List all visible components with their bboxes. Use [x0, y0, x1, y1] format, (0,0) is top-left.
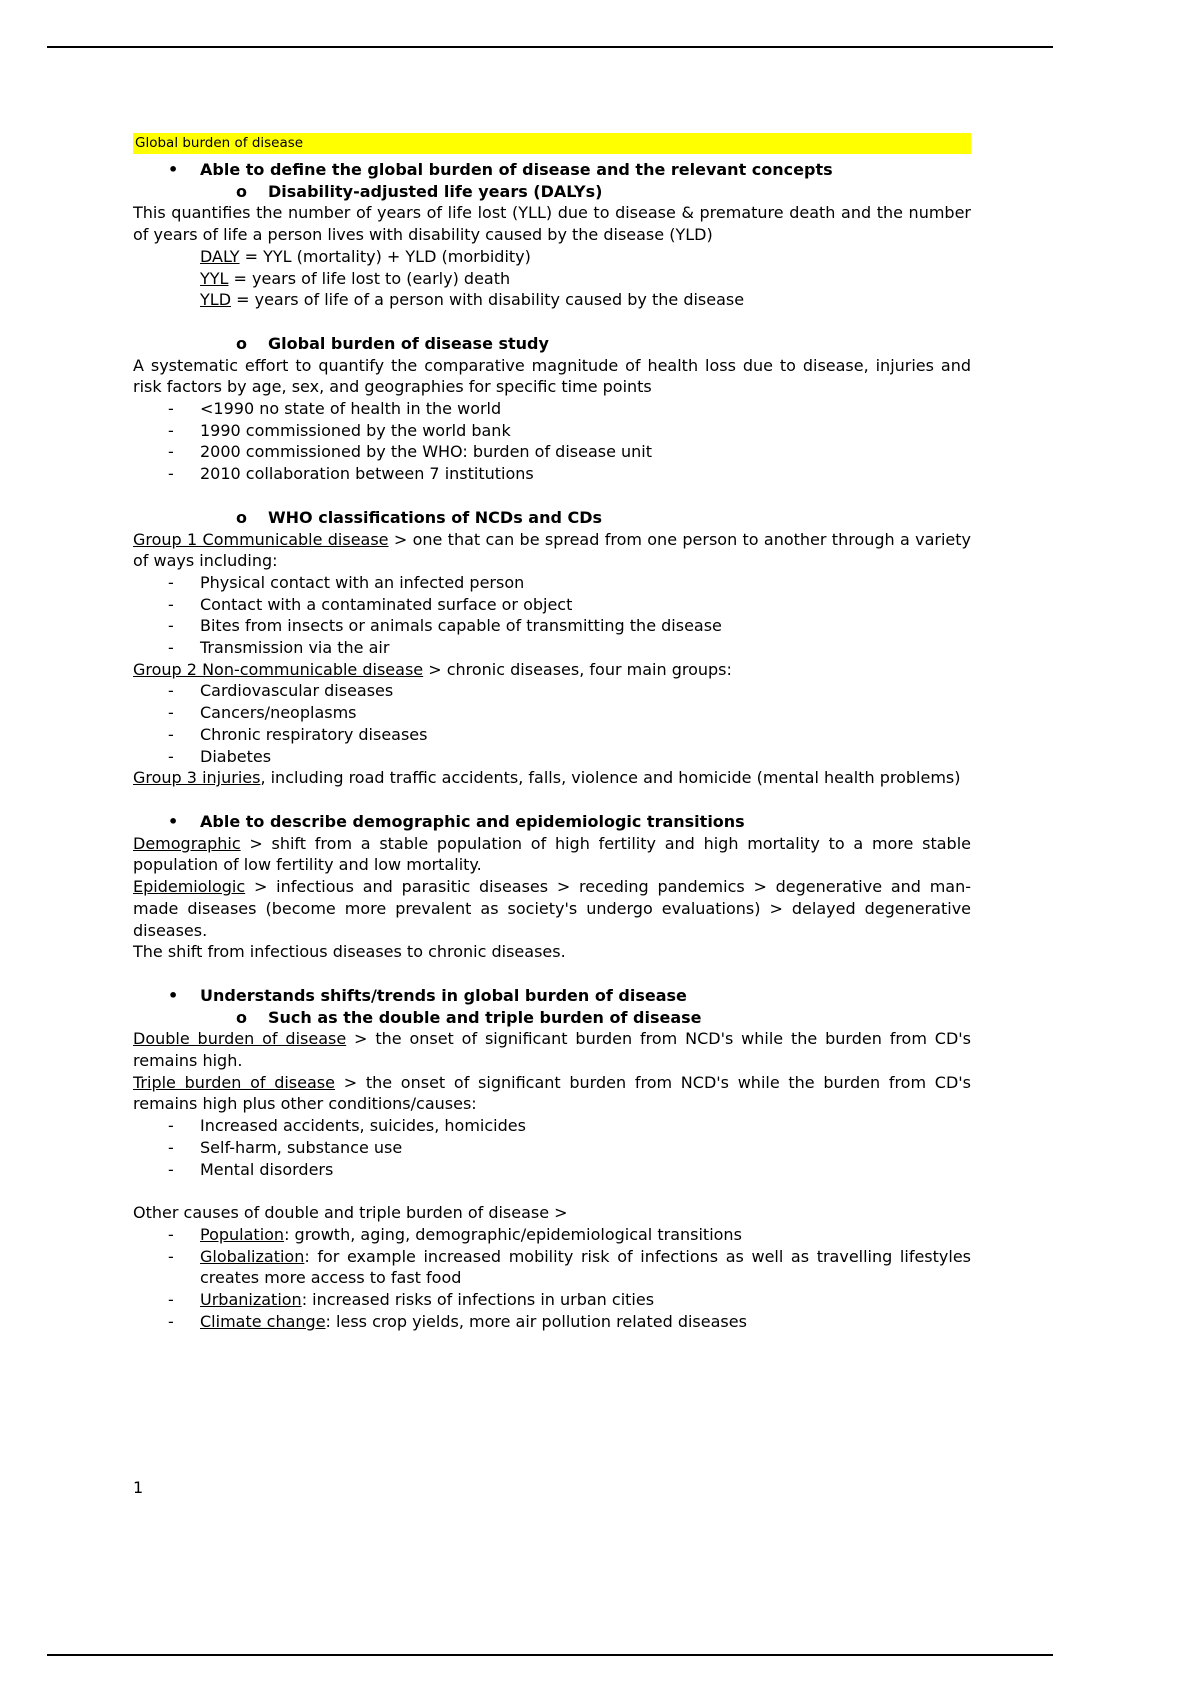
list-item: [133, 1311, 971, 1333]
heading-text: [268, 181, 971, 203]
bullet-marker: o: [236, 181, 247, 201]
dash-marker: -: [168, 442, 174, 462]
list-item: [133, 1115, 971, 1137]
list-item-text: [200, 420, 971, 442]
text-segment: > shift from a stable population of high fertility and high mortality to a more stable population of low fertility and low mortality.: [133, 833, 971, 875]
heading-text: [268, 1007, 971, 1029]
list-item-text: [200, 637, 971, 659]
list-item-text: [200, 746, 971, 768]
text-segment: Physical contact with an infected person: [200, 572, 525, 592]
text-segment: > one that can be spread from one person to another through a variety of ways including:: [133, 529, 971, 571]
underlined-term: YYL: [200, 268, 229, 288]
text-segment: Global burden of disease study: [268, 333, 549, 353]
dash-marker: -: [168, 681, 174, 701]
list-item-text: [200, 1224, 971, 1246]
list-item: [133, 746, 971, 768]
text-segment: > the onset of significant burden from NCD's while the burden from CD's remains high plus other conditions/causes:: [133, 1072, 972, 1114]
text-segment: Able to define the global burden of disease and the relevant concepts: [200, 160, 833, 179]
paragraph: [133, 1028, 971, 1071]
underlined-term: Demographic: [133, 833, 241, 853]
blank-line: [133, 485, 971, 507]
heading-text: [268, 333, 971, 355]
document-content: [133, 133, 971, 1332]
paragraph: [133, 246, 971, 268]
bullet-heading: [133, 507, 971, 529]
list-item: [133, 680, 971, 702]
dash-marker: -: [168, 1224, 174, 1244]
dash-marker: -: [168, 616, 174, 636]
underlined-term: Double burden of disease: [133, 1029, 347, 1049]
paragraph: [133, 355, 971, 398]
dash-marker: -: [168, 638, 174, 658]
list-item: [133, 398, 971, 420]
page-number: 1: [133, 1478, 144, 1497]
paragraph: [133, 659, 971, 681]
underlined-term: Population: [200, 1224, 285, 1244]
paragraph: [133, 202, 971, 245]
heading-text: [200, 811, 971, 833]
text-segment: : growth, aging, demographic/epidemiological transitions: [284, 1224, 742, 1244]
list-item-text: [200, 615, 971, 637]
paragraph: [133, 833, 971, 876]
text-segment: Transmission via the air: [200, 638, 390, 658]
paragraph: [133, 941, 971, 963]
text-segment: , including road traffic accidents, falls, violence and homicide (mental health problems): [260, 768, 961, 788]
text-segment: Disability-adjusted life years (DALYs): [268, 181, 603, 201]
text-segment: > chronic diseases, four main groups:: [423, 659, 732, 679]
text-segment: This quantifies the number of years of life lost (YLL) due to disease & premature death and the number of years of life a person lives with disability caused by the disease (YLD): [133, 203, 971, 245]
text-segment: 2010 collaboration between 7 institutions: [200, 464, 534, 484]
text-segment: Self-harm, substance use: [200, 1137, 403, 1157]
list-item-text: [200, 1159, 971, 1181]
list-item: [133, 594, 971, 616]
text-segment: Chronic respiratory diseases: [200, 724, 428, 744]
list-item: [133, 420, 971, 442]
text-segment: = years of life lost to (early) death: [228, 268, 511, 288]
list-item: [133, 724, 971, 746]
text-segment: Bites from insects or animals capable of transmitting the disease: [200, 616, 722, 636]
bullet-heading: [133, 333, 971, 355]
text-segment: WHO classifications of NCDs and CDs: [268, 507, 603, 527]
list-item: [133, 1224, 971, 1246]
blank-line: [133, 963, 971, 985]
dash-marker: -: [168, 703, 174, 723]
bullet-heading: [133, 159, 971, 181]
text-segment: Contact with a contaminated surface or object: [200, 594, 573, 614]
list-item: [133, 1137, 971, 1159]
list-item-text: [200, 398, 971, 420]
text-segment: > the onset of significant burden from NCD's while the burden from CD's remains high.: [133, 1029, 972, 1071]
text-segment: Cancers/neoplasms: [200, 703, 357, 723]
bullet-marker: o: [236, 333, 247, 353]
dash-marker: -: [168, 1137, 174, 1157]
dash-marker: -: [168, 746, 174, 766]
dash-marker: -: [168, 1116, 174, 1136]
bullet-heading: [133, 811, 971, 833]
bullet-heading: [133, 985, 971, 1007]
dash-marker: -: [168, 594, 174, 614]
list-item-text: [200, 1115, 971, 1137]
list-item-text: [200, 1311, 971, 1333]
paragraph: [133, 1202, 971, 1224]
text-segment: = YYL (mortality) + YLD (morbidity): [239, 246, 531, 266]
list-item-text: [200, 594, 971, 616]
underlined-term: Group 3 injuries: [133, 768, 261, 788]
heading-text: [200, 985, 971, 1007]
underlined-term: Group 2 Non-communicable disease: [133, 659, 424, 679]
highlighted-title: Global burden of disease: [133, 133, 971, 154]
dash-marker: -: [168, 1246, 174, 1266]
list-item-text: [200, 724, 971, 746]
dash-marker: -: [168, 1290, 174, 1310]
text-segment: : for example increased mobility risk of infections as well as travelling lifestyles creates more access to fast food: [200, 1246, 971, 1288]
list-item-text: [200, 1246, 971, 1289]
dash-marker: -: [168, 1311, 174, 1331]
underlined-term: Group 1 Communicable disease: [133, 529, 389, 549]
dash-marker: -: [168, 399, 174, 419]
list-item: [133, 1159, 971, 1181]
text-segment: Cardiovascular diseases: [200, 681, 394, 701]
text-segment: A systematic effort to quantify the comparative magnitude of health loss due to disease, injuries and risk factors by age, sex, and geographies for specific time points: [133, 355, 971, 397]
list-item: [133, 1246, 971, 1289]
list-item-text: [200, 463, 971, 485]
underlined-term: DALY: [200, 246, 240, 266]
bullet-marker: o: [236, 507, 247, 527]
underlined-term: Triple burden of disease: [133, 1072, 335, 1092]
underlined-term: Urbanization: [200, 1290, 302, 1310]
dash-marker: -: [168, 420, 174, 440]
bullet-marker: •: [168, 811, 179, 831]
list-item: [133, 441, 971, 463]
paragraph: [133, 289, 971, 311]
list-item-text: [200, 1137, 971, 1159]
paragraph: [133, 1072, 971, 1115]
text-segment: Understands shifts/trends in global burden of disease: [200, 985, 687, 1005]
header-rule: [47, 46, 1053, 48]
dash-marker: -: [168, 572, 174, 592]
heading-text: [200, 159, 971, 181]
blank-line: [133, 789, 971, 811]
paragraph: [133, 767, 971, 789]
list-item: [133, 637, 971, 659]
dash-marker: -: [168, 1159, 174, 1179]
list-item-text: [200, 702, 971, 724]
text-segment: : increased risks of infections in urban cities: [301, 1290, 655, 1310]
text-segment: Able to describe demographic and epidemiologic transitions: [200, 811, 745, 831]
text-segment: <1990 no state of health in the world: [200, 399, 502, 419]
bullet-marker: •: [168, 160, 179, 179]
list-item-text: [200, 572, 971, 594]
bullet-marker: o: [236, 1007, 247, 1027]
underlined-term: Epidemiologic: [133, 877, 246, 897]
list-item-text: [200, 441, 971, 463]
heading-text: [268, 507, 971, 529]
paragraph: [133, 268, 971, 290]
text-segment: Such as the double and triple burden of disease: [268, 1007, 702, 1027]
underlined-term: YLD: [200, 290, 232, 310]
blank-line: [133, 1180, 971, 1202]
paragraph: [133, 876, 971, 941]
underlined-term: Climate change: [200, 1311, 326, 1331]
text-segment: 1990 commissioned by the world bank: [200, 420, 511, 440]
dash-marker: -: [168, 464, 174, 484]
list-item-text: [200, 680, 971, 702]
underlined-term: Globalization: [200, 1246, 305, 1266]
blank-line: [133, 311, 971, 333]
text-segment: The shift from infectious diseases to chronic diseases.: [133, 942, 566, 962]
list-item: [133, 615, 971, 637]
list-item: [133, 463, 971, 485]
list-item: [133, 1289, 971, 1311]
text-segment: : less crop yields, more air pollution related diseases: [325, 1311, 747, 1331]
bullet-heading: [133, 1007, 971, 1029]
text-segment: Other causes of double and triple burden of disease >: [133, 1203, 568, 1223]
paragraph: [133, 529, 971, 572]
text-segment: = years of life of a person with disability caused by the disease: [231, 290, 745, 310]
text-segment: Diabetes: [200, 746, 272, 766]
dash-marker: -: [168, 724, 174, 744]
bullet-heading: [133, 181, 971, 203]
footer-rule: [47, 1654, 1053, 1656]
list-item: [133, 572, 971, 594]
text-segment: 2000 commissioned by the WHO: burden of disease unit: [200, 442, 653, 462]
bullet-marker: •: [168, 985, 179, 1005]
text-segment: Mental disorders: [200, 1159, 334, 1179]
text-segment: Increased accidents, suicides, homicides: [200, 1116, 526, 1136]
list-item-text: [200, 1289, 971, 1311]
text-segment: > infectious and parasitic diseases > receding pandemics > degenerative and man-made diseases (become more prevalent as society's undergo evaluations) > delayed degenerative diseases.: [133, 877, 971, 940]
list-item: [133, 702, 971, 724]
